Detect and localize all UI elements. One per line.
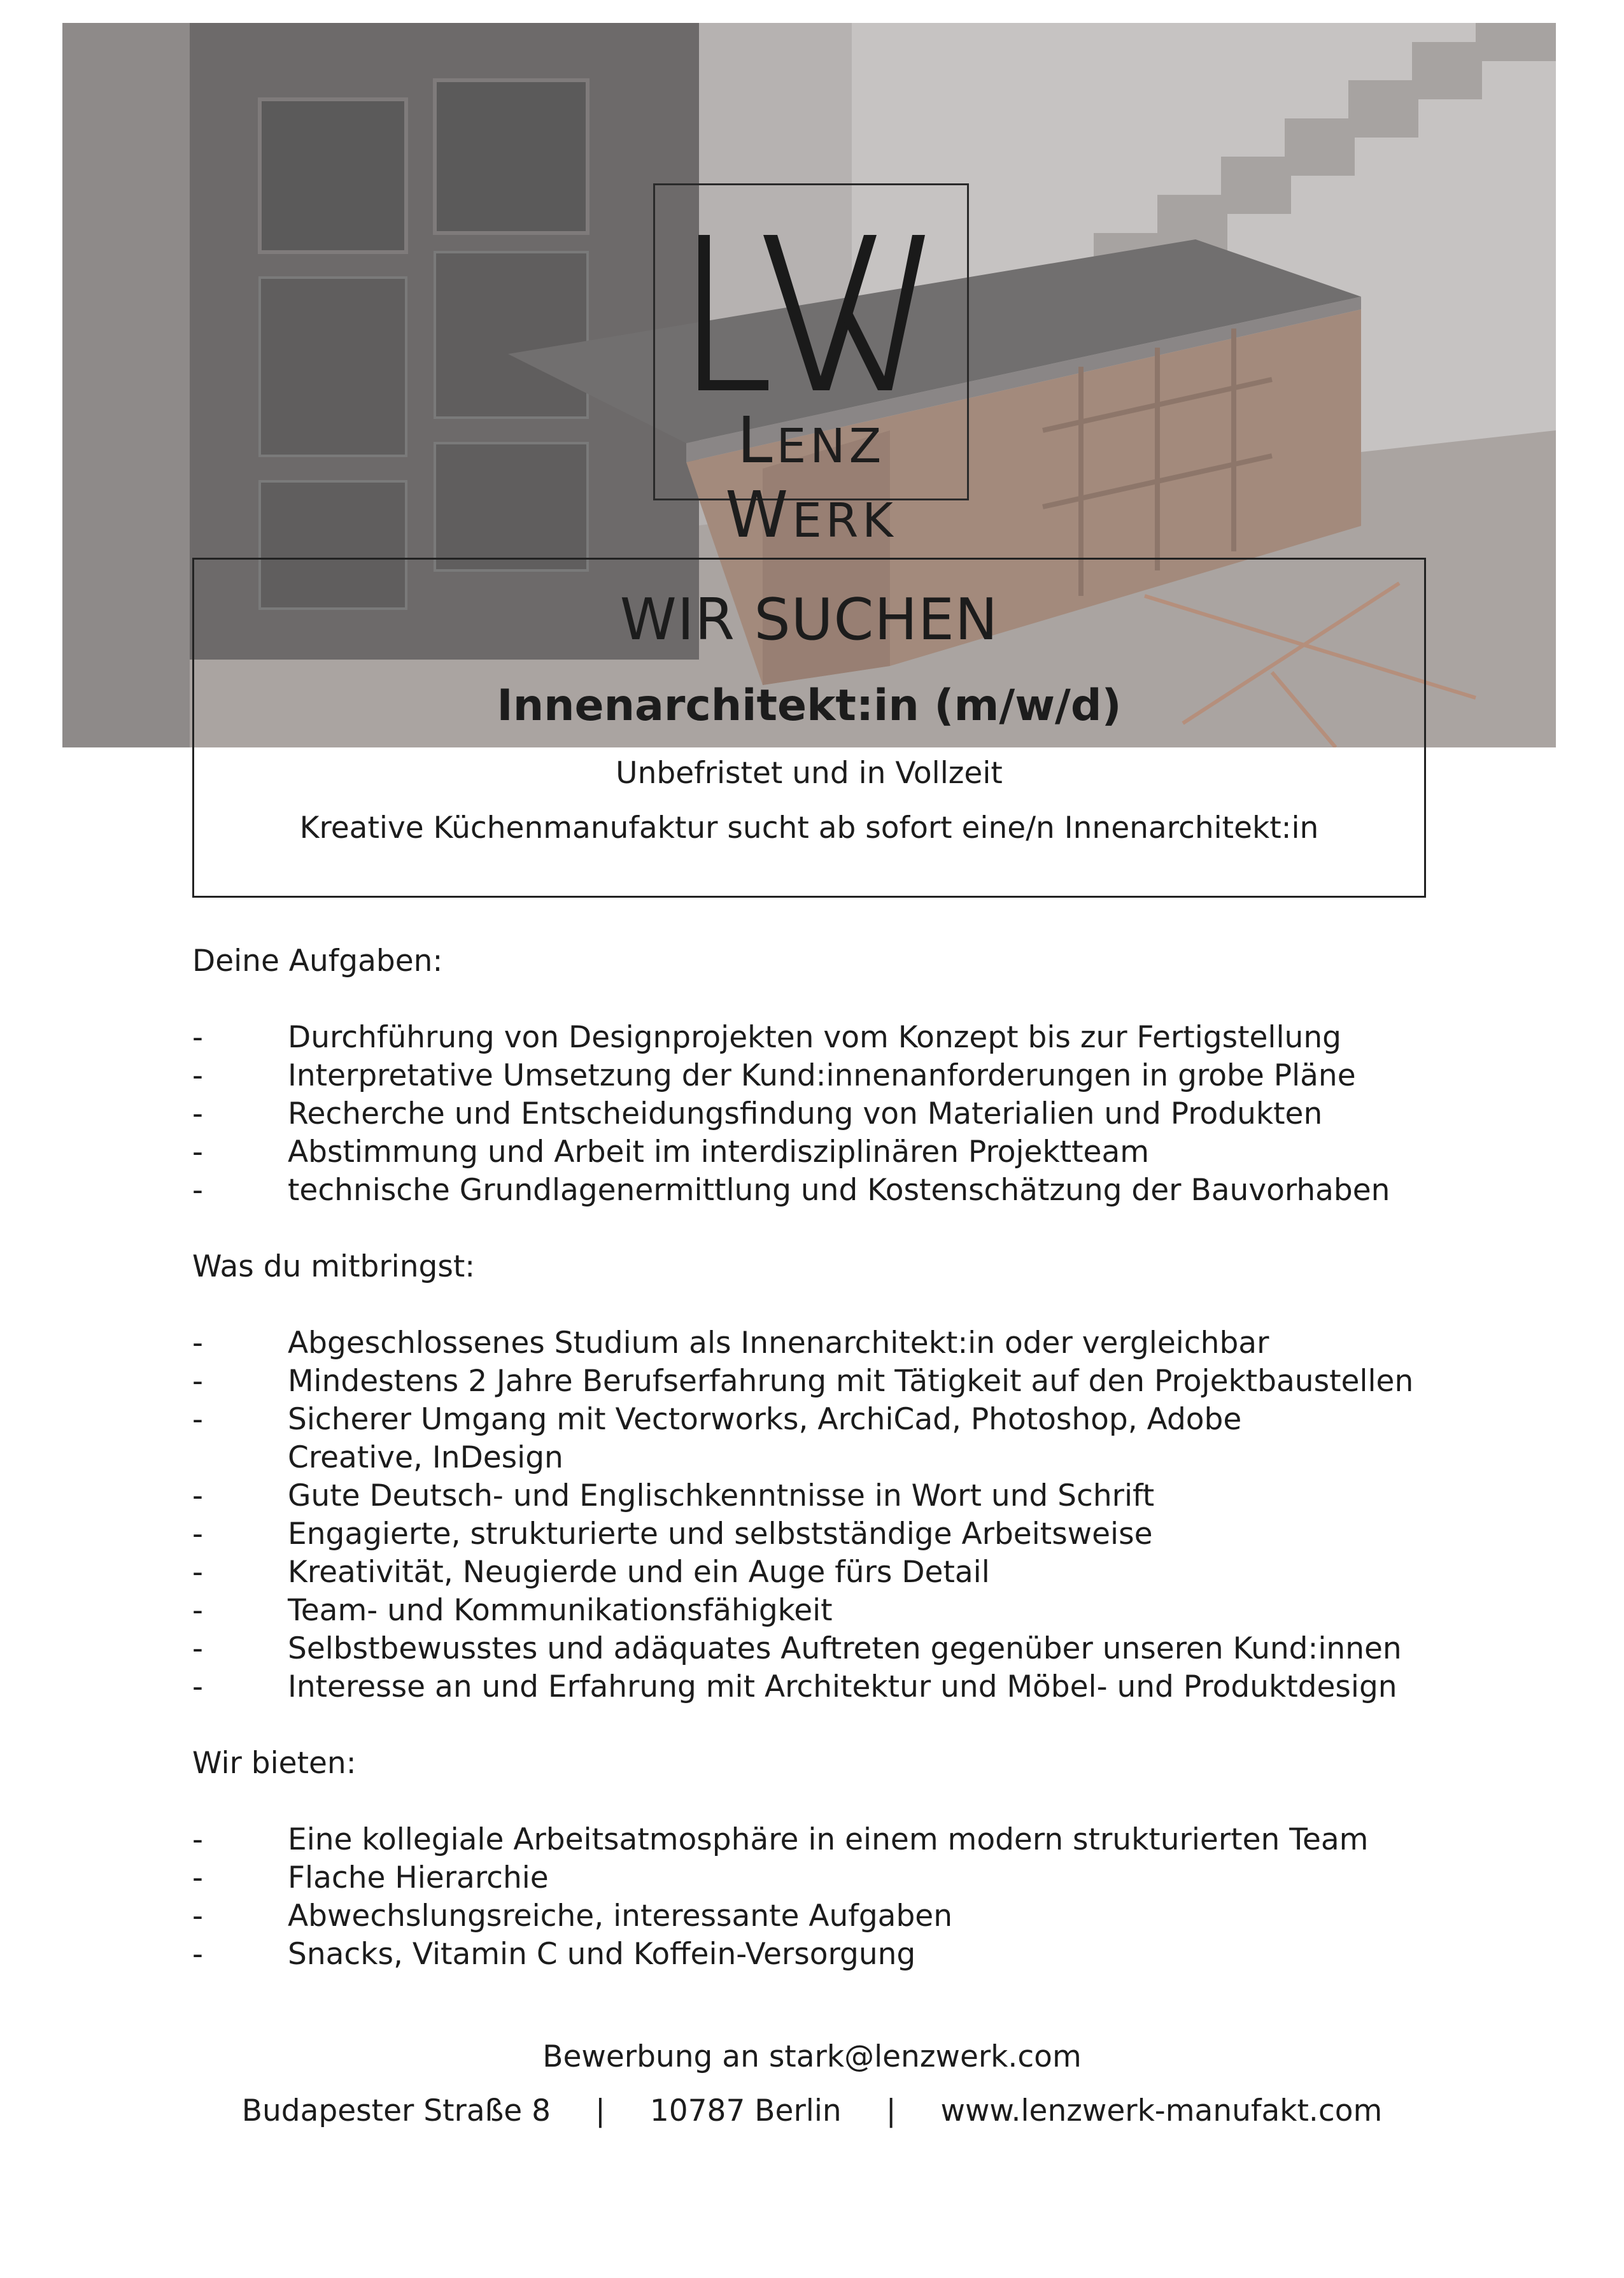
bullet-dash: - [192, 1096, 203, 1131]
tasks-list [192, 1019, 1465, 1210]
section-title-tasks: Deine Aufgaben: [192, 944, 443, 979]
bullet-dash: - [192, 1173, 203, 1208]
bullet-dash: - [192, 1631, 203, 1666]
logo-wordmark: LENZ WERK [725, 403, 897, 552]
bullet-dash: - [192, 1478, 203, 1513]
list-item: - Flache Hierarchie [192, 1859, 1465, 1897]
job-description [192, 942, 1465, 1974]
requirements-list [192, 1324, 1465, 1706]
list-item: - Interpretative Umsetzung der Kund:innenanforderungen in grobe Pläne [192, 1057, 1465, 1095]
bullet-dash: - [192, 1860, 203, 1895]
job-role-title: Innenarchitekt:in (m/w/d) [497, 681, 1122, 731]
bullet-dash: - [192, 1364, 203, 1399]
list-item: - Abstimmung und Arbeit im interdisziplinären Projektteam [192, 1133, 1465, 1171]
bullet-dash: - [192, 1517, 203, 1552]
company-address [0, 2093, 1624, 2128]
website-link[interactable]: www.lenzwerk-manufakt.com [940, 2093, 1383, 2128]
separator: | [886, 2093, 896, 2128]
bullet-dash: - [192, 1822, 203, 1857]
bullet-dash: - [192, 1669, 203, 1704]
list-item: - Engagierte, strukturierte und selbstständige Arbeitsweise [192, 1515, 1465, 1553]
employment-type: Unbefristet und in Vollzeit [616, 756, 1003, 791]
list-item: - Team- und Kommunikationsfähigkeit [192, 1592, 1465, 1630]
list-item: - Abgeschlossenes Studium als Innenarchitekt:in oder vergleichbar [192, 1324, 1465, 1362]
list-item: - Durchführung von Designprojekten vom Konzept bis zur Fertigstellung [192, 1019, 1465, 1057]
list-item: - Recherche und Entscheidungsfindung von Materialien und Produkten [192, 1095, 1465, 1133]
headline-box [192, 558, 1426, 898]
city-address: 10787 Berlin [649, 2093, 842, 2128]
benefits-list [192, 1821, 1465, 1974]
list-item: - technische Grundlagenermittlung und Kostenschätzung der Bauvorhaben [192, 1171, 1465, 1210]
job-intro: Kreative Küchenmanufaktur sucht ab sofort eine/n Innenarchitekt:in [299, 810, 1319, 845]
separator: | [595, 2093, 605, 2128]
section-title-requirements: Was du mitbringst: [192, 1249, 476, 1284]
bullet-dash: - [192, 1135, 203, 1170]
list-item: - Interesse an und Erfahrung mit Architektur und Möbel- und Produktdesign [192, 1668, 1465, 1706]
bullet-dash: - [192, 1020, 203, 1055]
bullet-dash: - [192, 1937, 203, 1972]
application-contact: Bewerbung an stark@lenzwerk.com [542, 2039, 1082, 2074]
lw-monogram-icon [693, 230, 930, 395]
bullet-dash: - [192, 1593, 203, 1628]
list-item: - Selbstbewusstes und adäquates Auftreten gegenüber unseren Kund:innen [192, 1630, 1465, 1668]
list-item: - Abwechslungsreiche, interessante Aufgaben [192, 1897, 1465, 1935]
bullet-dash: - [192, 1402, 203, 1437]
list-item: - Gute Deutsch- und Englischkenntnisse in Wort und Schrift [192, 1477, 1465, 1515]
list-item: - Sicherer Umgang mit Vectorworks, ArchiCad, Photoshop, Adobe Creative, InDesign [192, 1402, 1242, 1475]
list-item: - Kreativität, Neugierde und ein Auge fürs Detail [192, 1553, 1465, 1592]
headline-title: WIR SUCHEN [619, 586, 999, 653]
bullet-dash: - [192, 1326, 203, 1361]
list-item: - Eine kollegiale Arbeitsatmosphäre in einem modern strukturierten Team [192, 1821, 1465, 1859]
list-item: - Mindestens 2 Jahre Berufserfahrung mit Tätigkeit auf den Projektbaustellen [192, 1362, 1465, 1401]
street-address: Budapester Straße 8 [241, 2093, 551, 2128]
lenzwerk-logo [653, 183, 969, 552]
list-item: - Snacks, Vitamin C und Koffein-Versorgung [192, 1935, 1465, 1974]
section-title-benefits: Wir bieten: [192, 1746, 357, 1781]
bullet-dash: - [192, 1058, 203, 1093]
bullet-dash: - [192, 1899, 203, 1934]
bullet-dash: - [192, 1555, 203, 1590]
